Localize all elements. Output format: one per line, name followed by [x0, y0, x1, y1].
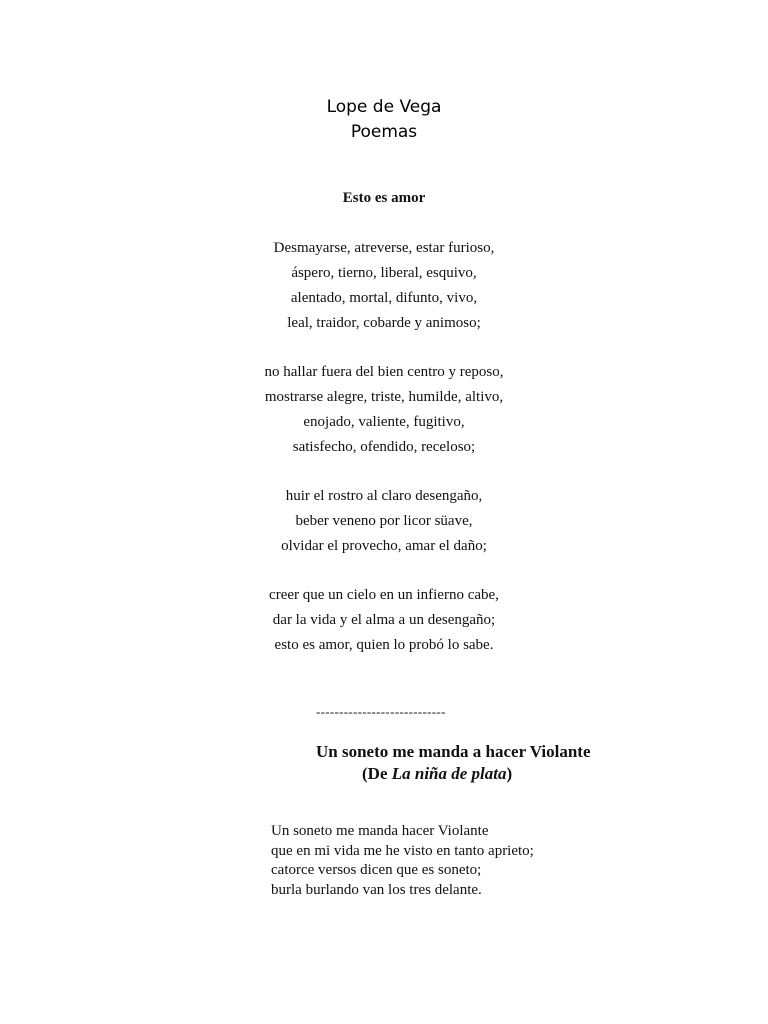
- poem-line: alentado, mortal, difunto, vivo,: [290, 290, 478, 306]
- author-name: Lope de Vega: [326, 97, 442, 117]
- section-divider: ----------------------------: [316, 704, 446, 719]
- poem-line: que en mi vida me he visto en tanto aprieto;: [271, 842, 534, 859]
- stanza: [0, 360, 768, 460]
- poem-line: áspero, tierno, liberal, esquivo,: [291, 265, 477, 281]
- stanza: [0, 484, 768, 559]
- source-suffix: ): [506, 764, 513, 783]
- stanza: [0, 583, 768, 658]
- poem-line: catorce versos dicen que es soneto;: [271, 862, 482, 878]
- poem-line: Un soneto me manda hacer Violante: [271, 823, 489, 839]
- poem-line: enojado, valiente, fugitivo,: [303, 414, 465, 430]
- sonnet-body: [271, 822, 534, 900]
- poem-line: Desmayarse, atreverse, estar furioso,: [273, 240, 495, 256]
- poem-line: mostrarse alegre, triste, humilde, altivo,: [264, 389, 504, 405]
- poem-line: no hallar fuera del bien centro y reposo,: [264, 364, 504, 380]
- poem-title: Esto es amor: [342, 190, 426, 206]
- poem-line: beber veneno por licor süave,: [295, 513, 473, 529]
- poem-line: leal, traidor, cobarde y animoso;: [287, 315, 481, 331]
- poem-line: olvidar el provecho, amar el daño;: [281, 538, 487, 554]
- source-work-title: La niña de plata: [391, 764, 507, 783]
- document-header: [0, 95, 768, 145]
- poem-line: satisfecho, ofendido, receloso;: [292, 439, 476, 455]
- poem-line: creer que un cielo en un infierno cabe,: [269, 587, 499, 603]
- source-prefix: (De: [362, 764, 392, 783]
- stanza: [0, 236, 768, 336]
- poem-title: Un soneto me manda a hacer Violante: [316, 742, 591, 761]
- poem-line: dar la vida y el alma a un desengaño;: [272, 612, 496, 628]
- poem-line: esto es amor, quien lo probó lo sabe.: [274, 637, 494, 653]
- poem-line: burla burlando van los tres delante.: [271, 881, 482, 898]
- poem-body: [0, 236, 768, 682]
- poem-source: [362, 763, 512, 784]
- poem-line: huir el rostro al claro desengaño,: [285, 488, 483, 504]
- collection-title: Poemas: [350, 122, 418, 142]
